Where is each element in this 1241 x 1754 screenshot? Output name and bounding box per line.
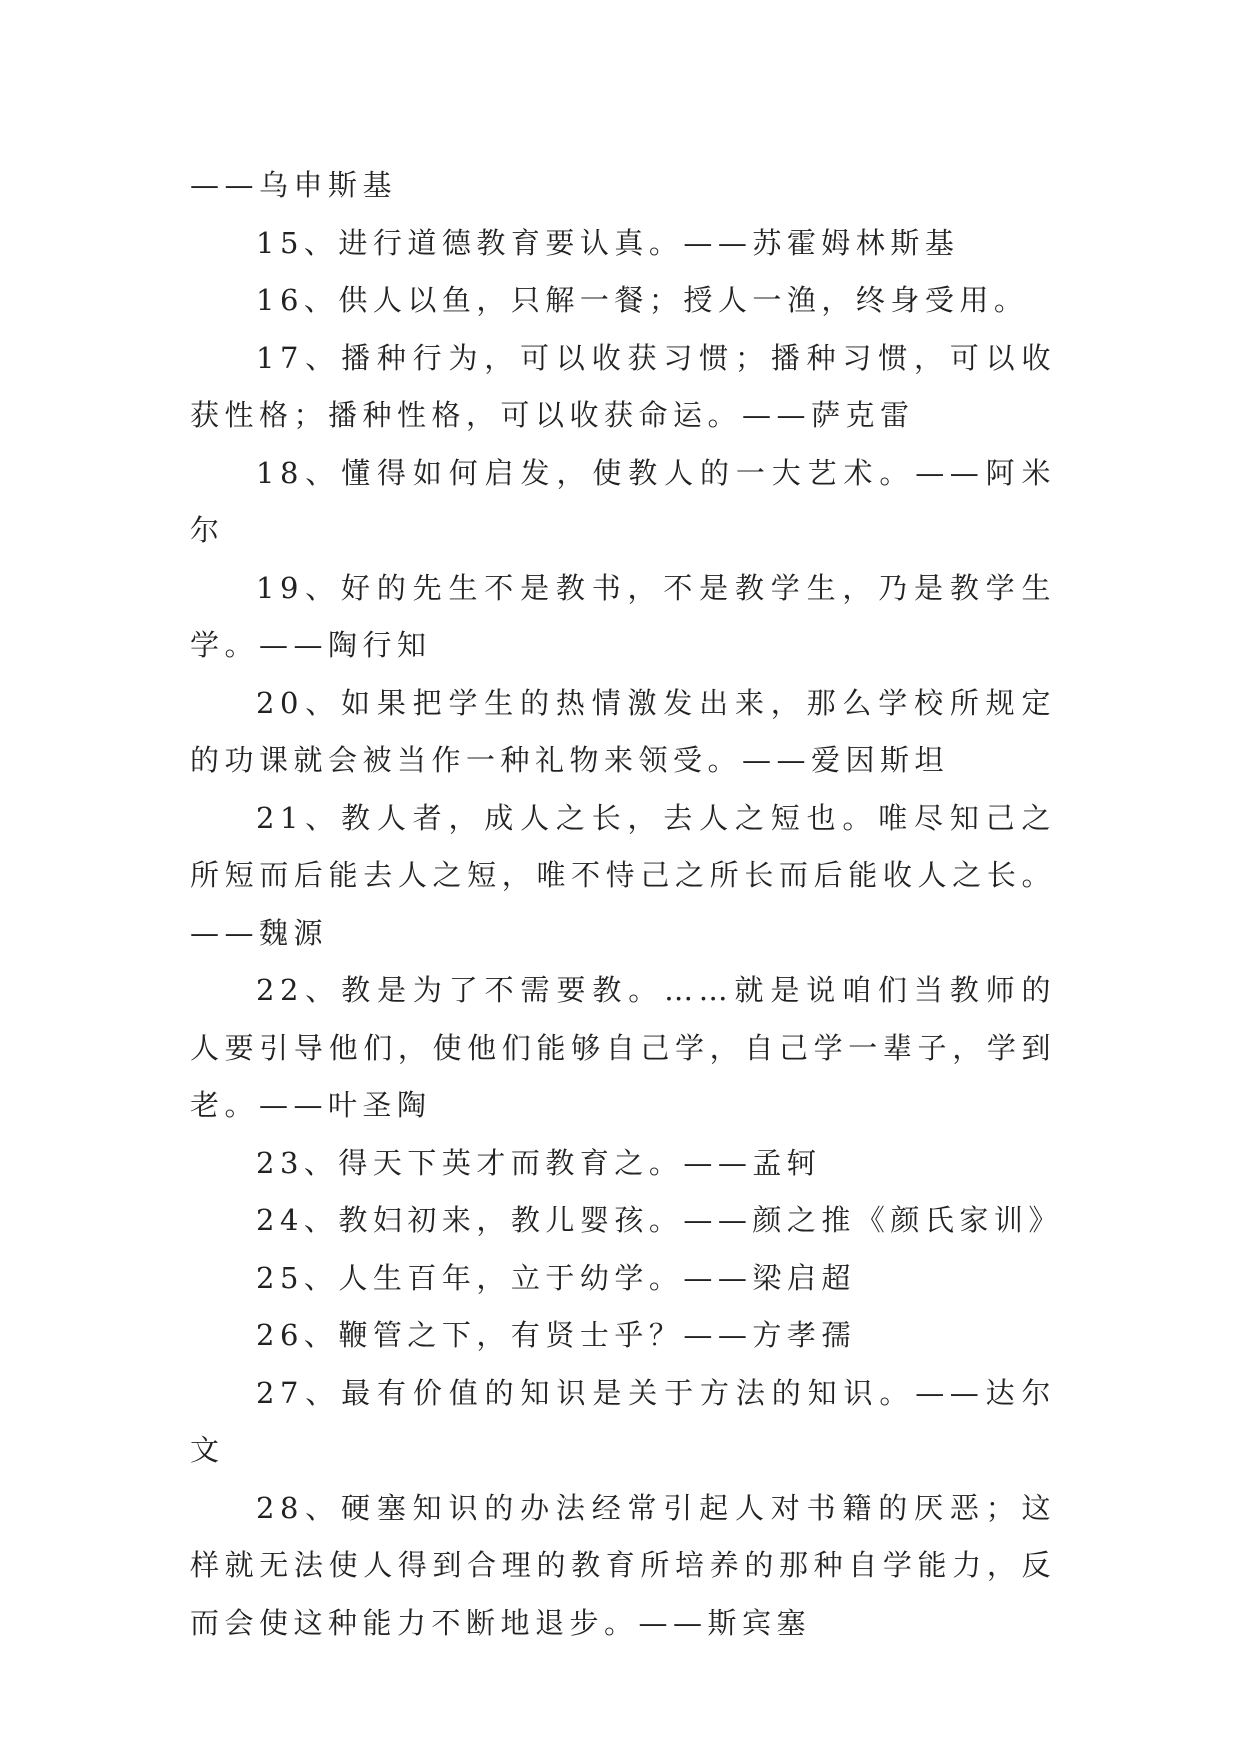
quote-18: 18、懂得如何启发，使教人的一大艺术。——阿米尔 — [190, 455, 1056, 547]
quote-17: 17、播种行为，可以收获习惯；播种习惯，可以收获性格；播种性格，可以收获命运。——萨克雷 — [190, 340, 1056, 432]
quote-20: 20、如果把学生的热情激发出来，那么学校所规定的功课就会被当作一种礼物来领受。——爱因斯坦 — [190, 685, 1056, 777]
quote-22: 22、教是为了不需要教。……就是说咱们当教师的人要引导他们，使他们能够自己学，自己学一辈子，学到老。——叶圣陶 — [190, 973, 1056, 1122]
attribution-line: ——乌申斯基 — [190, 168, 398, 202]
quote-21: 21、教人者，成人之长，去人之短也。唯尽知己之所短而后能去人之短，唯不恃己之所长而后能收人之长。——魏源 — [190, 800, 1056, 950]
quote-list — [190, 157, 1063, 1652]
quote-26: 26、鞭管之下，有贤士乎？——方孝孺 — [256, 1318, 856, 1352]
quote-27: 27、最有价值的知识是关于方法的知识。——达尔文 — [190, 1375, 1056, 1467]
quote-24: 24、教妇初来，教儿婴孩。——颜之推《颜氏家训》 — [256, 1203, 1063, 1237]
quote-16: 16、供人以鱼，只解一餐；授人一渔，终身受用。 — [256, 283, 1029, 317]
quote-19: 19、好的先生不是教书，不是教学生，乃是教学生学。——陶行知 — [190, 570, 1056, 662]
quote-15: 15、进行道德教育要认真。——苏霍姆林斯基 — [256, 225, 960, 260]
quote-28: 28、硬塞知识的办法经常引起人对书籍的厌恶；这样就无法使人得到合理的教育所培养的那种自学能力，反而会使这种能力不断地退步。——斯宾塞 — [190, 1490, 1056, 1640]
quote-23: 23、得天下英才而教育之。——孟轲 — [256, 1145, 822, 1180]
quote-25: 25、人生百年，立于幼学。——梁启超 — [256, 1260, 856, 1295]
